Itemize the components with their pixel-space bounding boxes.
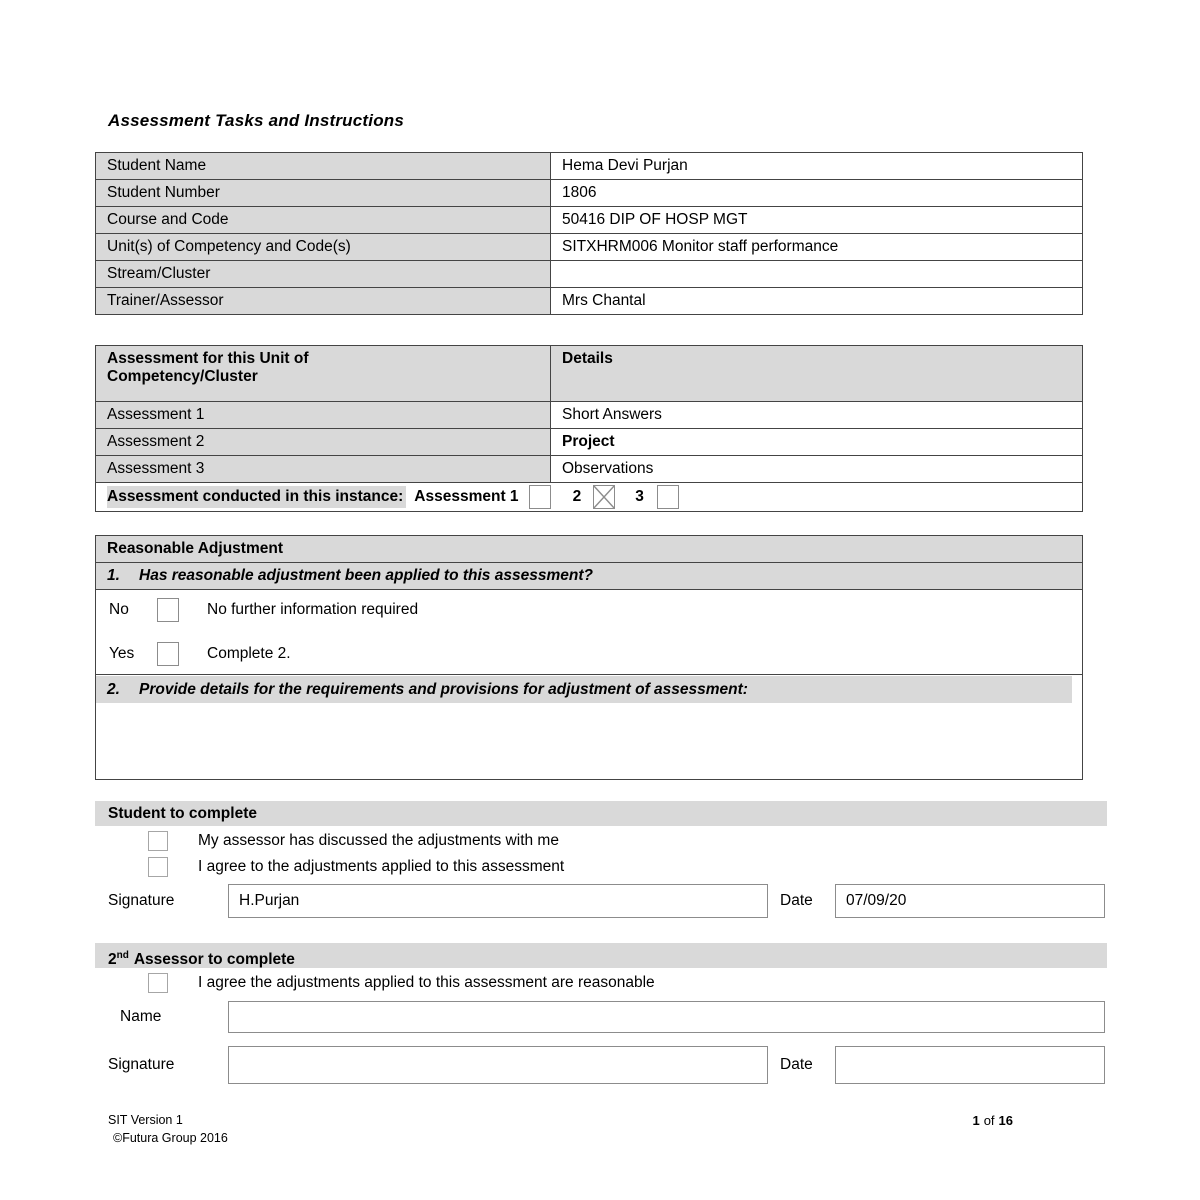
no-option-line xyxy=(96,598,1082,622)
table-row xyxy=(96,456,1083,483)
assessor-discussed-checkbox[interactable] xyxy=(148,831,168,851)
assessment-3-checkbox[interactable] xyxy=(657,485,679,509)
student-date-label: Date xyxy=(780,892,813,909)
student-details-table xyxy=(95,152,1083,315)
table-row xyxy=(96,180,1083,207)
row-value: Project xyxy=(551,429,1083,456)
no-label: No xyxy=(109,601,129,618)
student-date-field[interactable]: 07/09/20 xyxy=(835,884,1105,918)
page-number-total: 16 xyxy=(998,1113,1013,1128)
assessor-name-label: Name xyxy=(120,1008,162,1025)
yes-instruction: Complete 2. xyxy=(207,645,291,662)
adjustments-reasonable-label: I agree the adjustments applied to this assessment are reasonable xyxy=(198,974,655,991)
row-label: Assessment 2 xyxy=(96,429,551,456)
agree-adjustments-checkbox[interactable] xyxy=(148,857,168,877)
assessor-name-row xyxy=(95,1001,1107,1033)
no-instruction: No further information required xyxy=(207,601,419,618)
conducted-option-1-label: Assessment 1 xyxy=(414,488,519,505)
assessor-name-field[interactable] xyxy=(228,1001,1105,1033)
row-value: Observations xyxy=(551,456,1083,483)
row-value: Short Answers xyxy=(551,402,1083,429)
assessor-date-label: Date xyxy=(780,1056,813,1073)
row-label: Student Number xyxy=(96,180,551,207)
table-row xyxy=(96,234,1083,261)
page-content xyxy=(95,111,1107,1146)
row-label: Trainer/Assessor xyxy=(96,288,551,315)
second-assessor-header xyxy=(95,943,1107,968)
footer-version: SIT Version 1 xyxy=(108,1113,183,1127)
assessor-header-ordinal: nd xyxy=(116,950,129,961)
table-row xyxy=(96,261,1083,288)
adjustment-details-field[interactable] xyxy=(96,703,1082,779)
student-signature-row xyxy=(95,884,1107,918)
question-1-text: Has reasonable adjustment been applied to this assessment? xyxy=(139,567,593,584)
conducted-label: Assessment conducted in this instance: xyxy=(107,486,406,508)
page-number-separator: of xyxy=(983,1113,995,1128)
header-competency: Assessment for this Unit of Competency/Cluster xyxy=(96,346,551,402)
assessor-signature-field[interactable] xyxy=(228,1046,768,1084)
row-value: SITXHRM006 Monitor staff performance xyxy=(551,234,1083,261)
row-value: Hema Devi Purjan xyxy=(551,153,1083,180)
assessor-signature-row xyxy=(95,1046,1107,1084)
reasonable-adjustment-title: Reasonable Adjustment xyxy=(96,536,1083,563)
yes-label: Yes xyxy=(109,645,135,662)
table-header-row xyxy=(96,346,1083,402)
page-number xyxy=(972,1113,1013,1129)
page-title: Assessment Tasks and Instructions xyxy=(108,111,405,130)
table-row xyxy=(96,402,1083,429)
row-label: Unit(s) of Competency and Code(s) xyxy=(96,234,551,261)
student-checkbox-1-row xyxy=(148,828,1107,854)
footer-copyright: ©Futura Group 2016 xyxy=(113,1131,228,1145)
assessment-conducted-line xyxy=(107,485,1082,509)
assessment-1-checkbox[interactable] xyxy=(529,485,551,509)
no-checkbox[interactable] xyxy=(157,598,179,622)
table-row xyxy=(96,288,1083,315)
row-value xyxy=(551,261,1083,288)
row-label: Course and Code xyxy=(96,207,551,234)
conducted-row xyxy=(96,483,1083,512)
question-1-row xyxy=(96,563,1083,590)
student-signature-label: Signature xyxy=(108,892,175,909)
assessor-date-field[interactable] xyxy=(835,1046,1105,1084)
student-signature-field[interactable]: H.Purjan xyxy=(228,884,768,918)
conducted-option-2-label: 2 xyxy=(572,488,582,505)
row-label: Assessment 1 xyxy=(96,402,551,429)
table-row xyxy=(96,207,1083,234)
assessor-header-number: 2 xyxy=(108,951,117,969)
assessor-checkbox-row xyxy=(148,970,1107,996)
row-value: Mrs Chantal xyxy=(551,288,1083,315)
assessor-discussed-label: My assessor has discussed the adjustments with me xyxy=(198,832,559,849)
yes-no-row xyxy=(96,590,1083,675)
question-2-number: 2. xyxy=(107,681,120,698)
adjustments-reasonable-checkbox[interactable] xyxy=(148,973,168,993)
page-footer xyxy=(95,1112,1107,1146)
yes-option-line xyxy=(96,642,1082,666)
header-details: Details xyxy=(551,346,1083,402)
student-checkbox-2-row xyxy=(148,854,1107,880)
row-label: Student Name xyxy=(96,153,551,180)
assessor-signature-label: Signature xyxy=(108,1056,175,1073)
conducted-option-3-label: 3 xyxy=(635,488,644,505)
table-row xyxy=(96,429,1083,456)
row-value: 1806 xyxy=(551,180,1083,207)
question-2-text: Provide details for the requirements and provisions for adjustment of assessment: xyxy=(139,681,748,698)
section-header-row xyxy=(96,536,1083,563)
assessor-header-text: Assessor to complete xyxy=(133,951,295,969)
student-to-complete-header: Student to complete xyxy=(95,801,1107,826)
question-2-bar xyxy=(96,676,1072,703)
x-mark-icon xyxy=(594,486,614,508)
row-label: Assessment 3 xyxy=(96,456,551,483)
agree-adjustments-label: I agree to the adjustments applied to this assessment xyxy=(198,858,565,875)
table-row xyxy=(96,153,1083,180)
assessment-overview-table xyxy=(95,345,1083,512)
reasonable-adjustment-table xyxy=(95,535,1083,780)
yes-checkbox[interactable] xyxy=(157,642,179,666)
page-number-current: 1 xyxy=(972,1113,980,1128)
question-1-number: 1. xyxy=(107,567,120,584)
question-2-row xyxy=(96,675,1083,780)
row-label: Stream/Cluster xyxy=(96,261,551,288)
row-value: 50416 DIP OF HOSP MGT xyxy=(551,207,1083,234)
assessment-2-checkbox-checked[interactable] xyxy=(593,485,615,509)
